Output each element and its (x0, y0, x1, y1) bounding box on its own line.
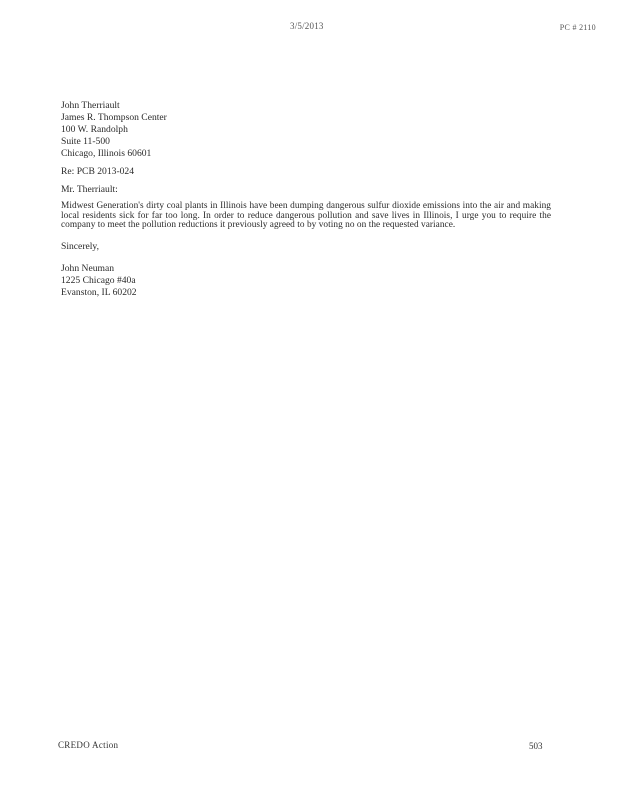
footer-source: CREDO Action (58, 740, 119, 750)
letter-body (61, 100, 551, 299)
subject-line: Re: PCB 2013-024 (61, 166, 135, 177)
sender-address (61, 263, 551, 299)
recipient-building: James R. Thompson Center (61, 112, 167, 123)
recipient-street: 100 W. Randolph (61, 124, 128, 135)
salutation: Mr. Therriault: (61, 184, 118, 195)
body-paragraph: Midwest Generation's dirty coal plants in Illinois have been dumping dangerous sulfur dioxide emissions into the air and making local residents sick for far too long. In order to reduce dangerous pollution and save lives in Illinois, I urge you to require the company to meet the pollution reductions it previously agreed to by voting no on the requested variance. (61, 201, 551, 231)
recipient-city: Chicago, Illinois 60601 (61, 148, 152, 159)
header-id: PC # 2110 (559, 23, 596, 32)
recipient-address (61, 100, 551, 160)
page-number: 503 (529, 741, 543, 751)
sender-city: Evanston, IL 60202 (61, 286, 137, 298)
sender-name: John Neuman (61, 262, 115, 274)
recipient-suite: Suite 11-500 (61, 136, 110, 147)
closing: Sincerely, (61, 240, 100, 252)
recipient-name: John Therriault (61, 100, 120, 111)
sender-street: 1225 Chicago #40a (61, 274, 136, 286)
header-date: 3/5/2013 (290, 21, 324, 31)
